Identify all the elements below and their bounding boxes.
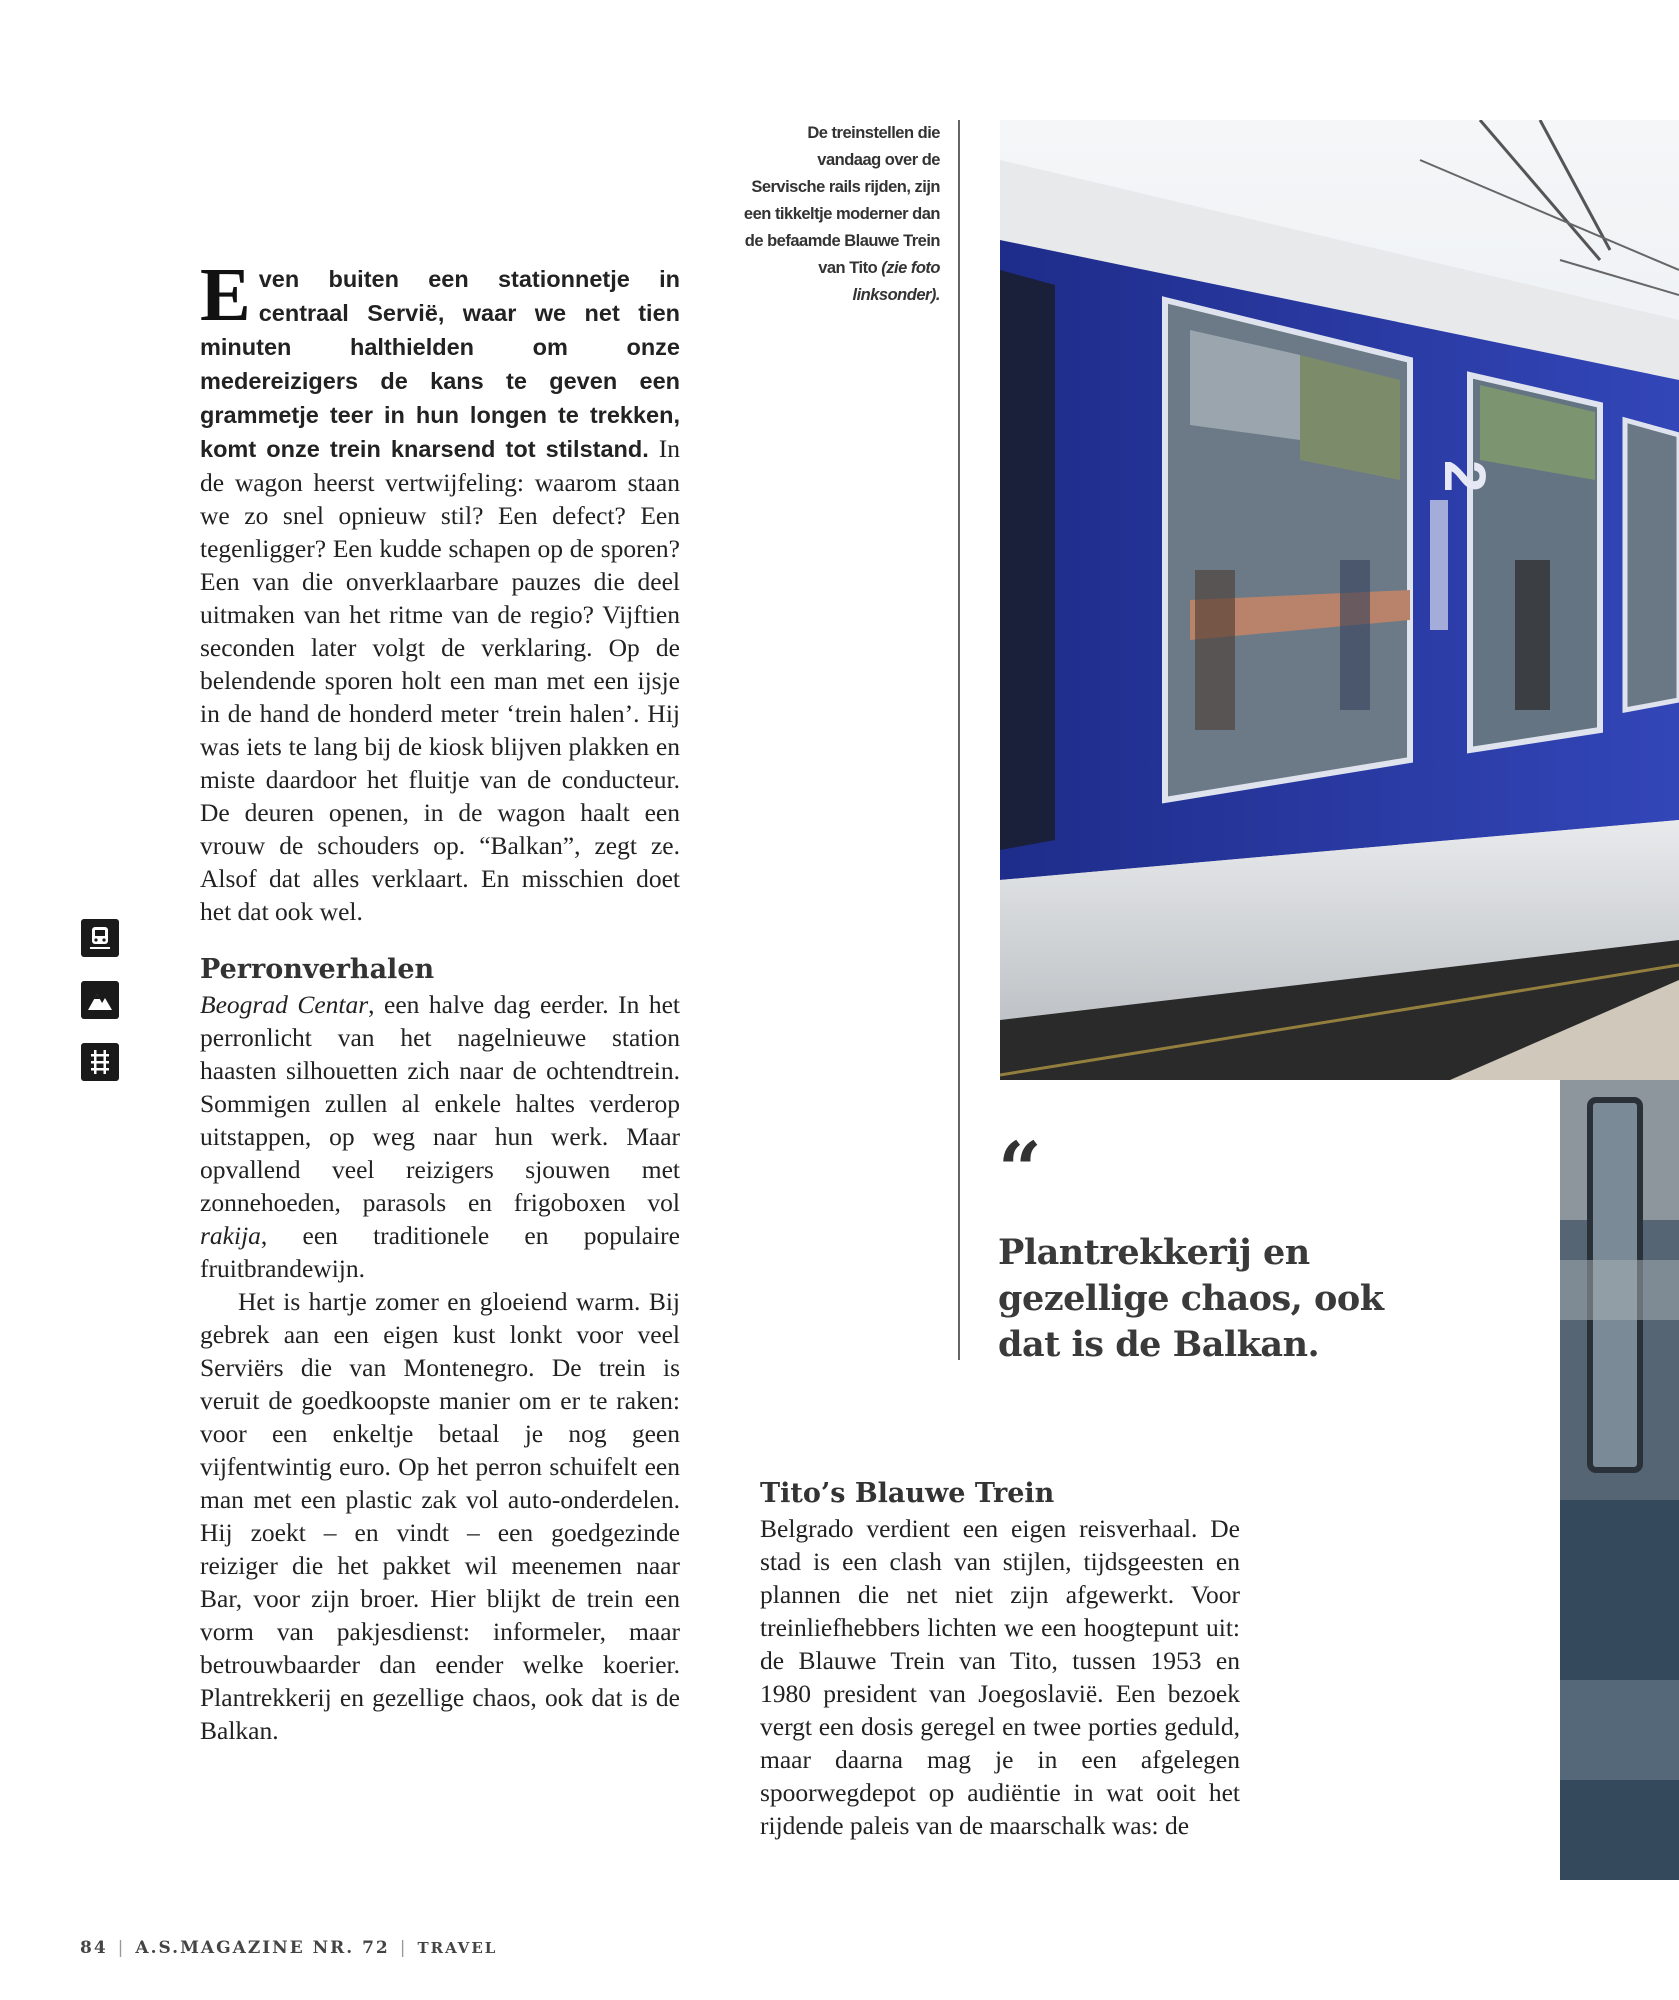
photo-caption [740,120,940,309]
train-icon [81,919,119,957]
section1-paragraph-1 [200,988,680,1285]
place-name: Beograd Centar [200,990,369,1019]
lead-bold-text: ven buiten een stationnetje in centraal Servië, waar we net tien minuten halthielden om onze medereizigers de kans te geven een grammetje teer in hun longen te trekken, komt onze trein knarsend tot stilstand. [200,266,680,462]
body-text: , een traditionele en populaire fruitbrandewijn. [200,1221,680,1283]
section1-paragraph-2: Het is hartje zomer en gloeiend warm. Bij gebrek aan een eigen kust lonkt voor veel Serviërs die van Montenegro. De trein is veruit de goedkoopste manier om er te raken: voor een enkeltje betaal je nog geen vijfentwintig euro. Op het perron schuifelt een man met een plastic zak vol auto-onderdelen. Hij zoekt – en vindt – een goedgezinde reiziger die het pakket wil meenemen naar Bar, voor zijn broer. Hier blijkt de trein een vorm van pakjesdienst: informeler, maar betrouwbaarder dan eender welke koerier. Plantrekkerij en gezellige chaos, ook dat is de Balkan. [200,1287,680,1745]
mountain-icon [81,981,119,1019]
blue-train-photo [1560,1080,1679,1880]
lead-paragraph [200,253,680,928]
article-left-column [200,253,680,1747]
caption-note: (zie foto linksonder). [852,259,940,304]
column-divider [958,120,960,1360]
car-number: 2 [1432,460,1497,493]
section-label: TRAVEL [417,1939,498,1957]
drink-name: rakija [200,1221,261,1250]
article-right-column [760,1476,1240,1842]
page-footer: 84 | A.S.MAGAZINE NR. 72 | TRAVEL [80,1938,498,1958]
dropcap: E [200,253,251,337]
body-text: , een halve dag eerder. In het perronlicht van het nagelnieuwe station haasten silhouetten zich naar de ochtendtrein. Sommigen zullen al enkele haltes verderop uitstappen, op weg naar hun werk. Maar opvallend veel reizigers sjouwen met zonnehoeden, parasols en frigoboxen vol [200,990,680,1217]
pull-quote: Plantrekkerij en gezellige chaos, ook dat is de Balkan. [998,1232,1384,1365]
section-heading-perronverhalen: Perronverhalen [200,954,435,985]
caption-text: De treinstellen die vandaag over de Servische rails rijden, zijn een tikkeltje moderner dan de befaamde Blauwe Trein van Tito [743,124,940,277]
train-photo [1000,120,1679,1080]
section-heading-titos-blauwe-trein: Tito’s Blauwe Trein [760,1478,1055,1509]
railway-track-icon [81,1043,119,1081]
section2-paragraph-1: Belgrado verdient een eigen reisverhaal. De stad is een clash van stijlen, tijdsgeesten en plannen die net niet zijn afgewerkt. Voor treinliefhebbers lichten we een hoogtepunt uit: de Blauwe Trein van Tito, tussen 1953 en 1980 president van Joegoslavië. Een bezoek vergt een dosis geregel en twee porties geduld, maar daarna mag je in een afgelegen spoorwegdepot op audiëntie in wat ooit het rijdende paleis van de maarschalk was: de [760,1514,1240,1840]
page-number: 84 [80,1938,108,1958]
lead-body-text: In de wagon heerst vertwijfeling: waarom staan we zo snel opnieuw stil? Een defect? Een tegenligger? Een kudde schapen op de sporen? Een van die onverklaarbare pauzes die deel uitmaken van het ritme van de regio? Vijftien seconden later volgt de verklaring. Op de belendende sporen holt een man met een ijsje in de hand de honderd meter ‘trein halen’. Hij was iets te lang bij de kiosk blijven plakken en miste daardoor het fluitje van de conducteur. De deuren openen, in de wagon haalt een vrouw de schouders op. “Balkan”, zegt ze. Alsof dat alles verklaart. En misschien doet het dat ook wel. [200,434,680,926]
quote-mark: “ [998,1125,1042,1214]
magazine-name: A.S.MAGAZINE NR. 72 [135,1938,390,1958]
